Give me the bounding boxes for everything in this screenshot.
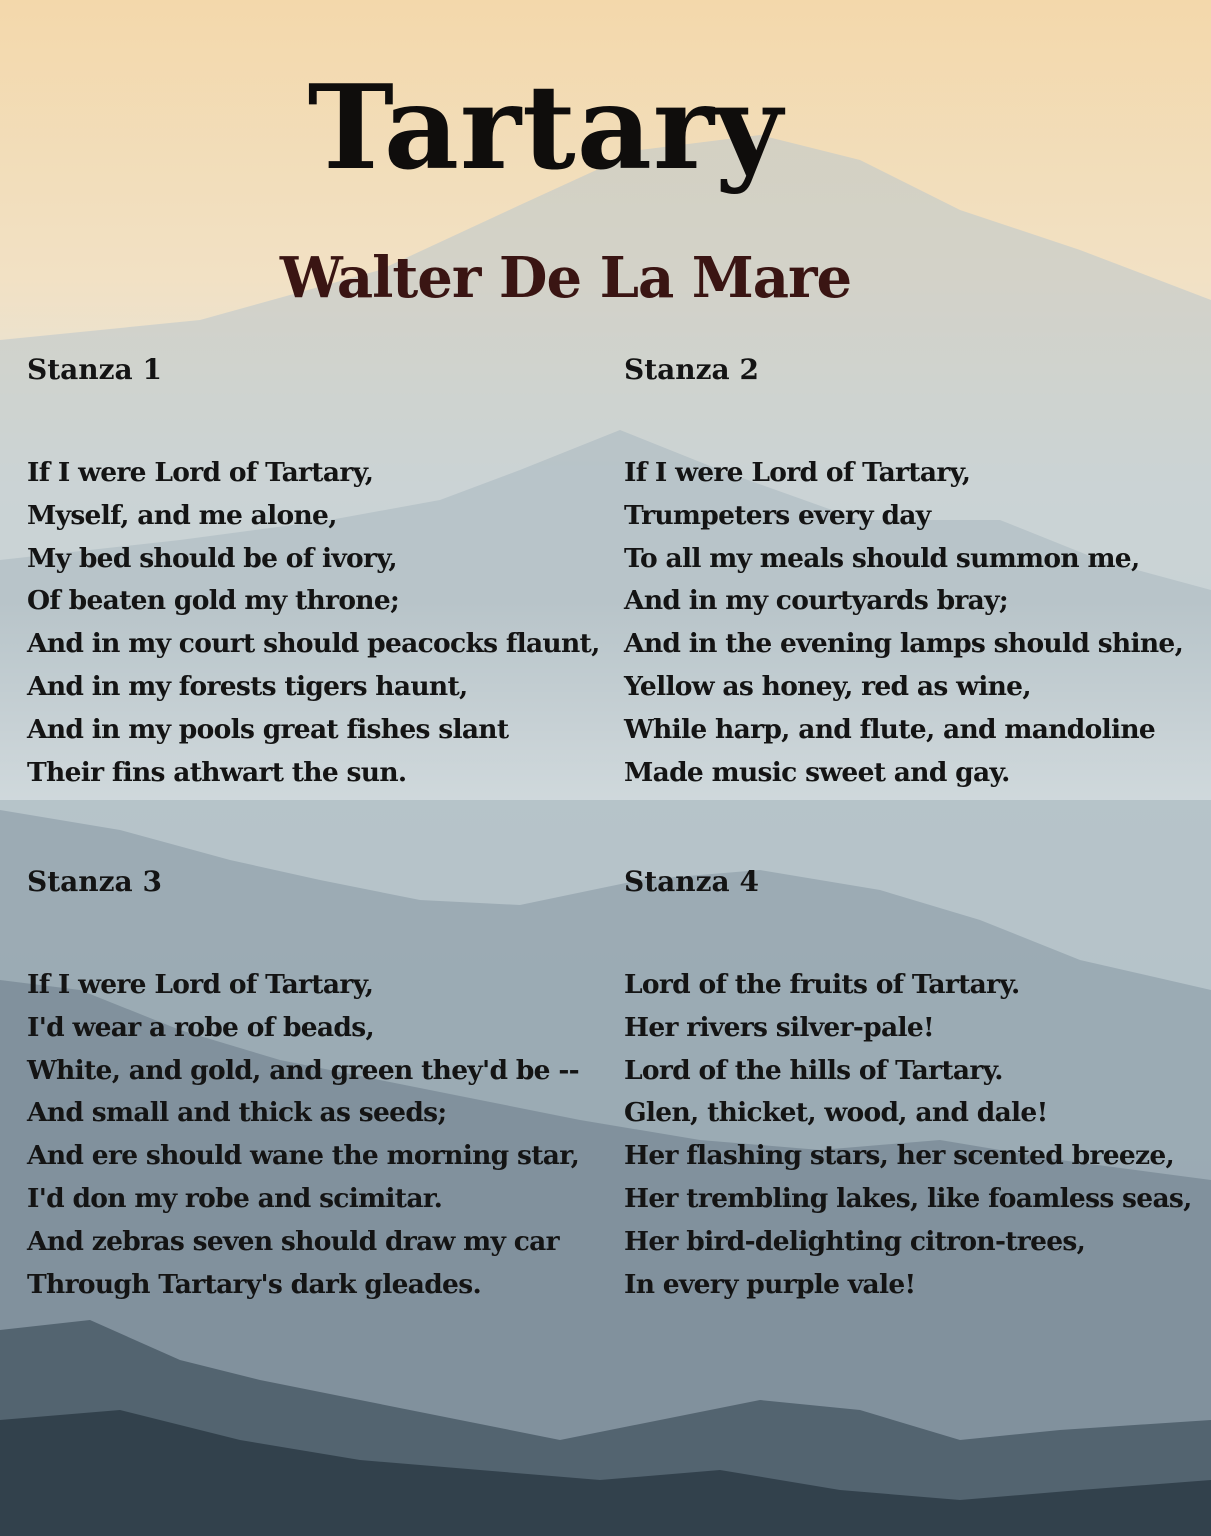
- poem-line: Lord of the fruits of Tartary.: [624, 969, 1020, 1000]
- poem-line: To all my meals should summon me,: [624, 542, 1140, 574]
- poem-line: White, and gold, and green they'd be --: [27, 1054, 579, 1086]
- poem-line: In every purple vale!: [624, 1268, 916, 1300]
- poem-line: Trumpeters every day: [624, 499, 931, 531]
- stanza-3: [27, 865, 617, 1306]
- stanza-heading: Stanza 2: [624, 353, 759, 386]
- poem-line: Glen, thicket, wood, and dale!: [624, 1097, 1048, 1129]
- poem-line: Myself, and me alone,: [27, 499, 337, 531]
- poem-line: Her flashing stars, her scented breeze,: [624, 1140, 1175, 1172]
- stanza-1: [27, 353, 617, 794]
- poem-title: Tartary: [307, 60, 784, 196]
- poem-line: And in my forests tigers haunt,: [27, 670, 468, 702]
- poem-line: Her bird-delighting citron-trees,: [624, 1225, 1086, 1257]
- stanza-heading: Stanza 3: [27, 865, 162, 898]
- poem-line: And in the evening lamps should shine,: [624, 628, 1184, 660]
- stanza-4: [624, 865, 1211, 1306]
- poem-line: Made music sweet and gay.: [624, 756, 1010, 788]
- poem-line: Her trembling lakes, like foamless seas,: [624, 1182, 1192, 1214]
- stanza-heading: Stanza 4: [624, 865, 759, 898]
- stanza-heading: Stanza 1: [27, 353, 162, 386]
- poem-line: If I were Lord of Tartary,: [624, 457, 971, 488]
- poem-line: And small and thick as seeds;: [27, 1097, 447, 1129]
- poem-line: Of beaten gold my throne;: [27, 585, 400, 617]
- poem-line: Yellow as honey, red as wine,: [624, 670, 1031, 702]
- poem-line: And zebras seven should draw my car: [27, 1225, 559, 1257]
- poem-line: Lord of the hills of Tartary.: [624, 1054, 1003, 1086]
- poem-line: I'd don my robe and scimitar.: [27, 1182, 443, 1214]
- poem-line: Her rivers silver-pale!: [624, 1011, 934, 1043]
- poem-line: Their fins athwart the sun.: [27, 756, 407, 788]
- poem-line: I'd wear a robe of beads,: [27, 1011, 374, 1043]
- poem-line: And in my court should peacocks flaunt,: [27, 628, 600, 660]
- poem-line: And ere should wane the morning star,: [27, 1140, 580, 1172]
- poem-line: If I were Lord of Tartary,: [27, 457, 374, 488]
- poem-line: My bed should be of ivory,: [27, 542, 397, 574]
- poem-line: And in my courtyards bray;: [624, 585, 1008, 617]
- poem-line: And in my pools great fishes slant: [27, 713, 509, 745]
- poem-line: Through Tartary's dark gleades.: [27, 1268, 481, 1300]
- poem-author: Walter De La Mare: [279, 245, 852, 311]
- poem-line: If I were Lord of Tartary,: [27, 969, 374, 1000]
- stanza-2: [624, 353, 1211, 794]
- poem-line: While harp, and flute, and mandoline: [624, 713, 1156, 745]
